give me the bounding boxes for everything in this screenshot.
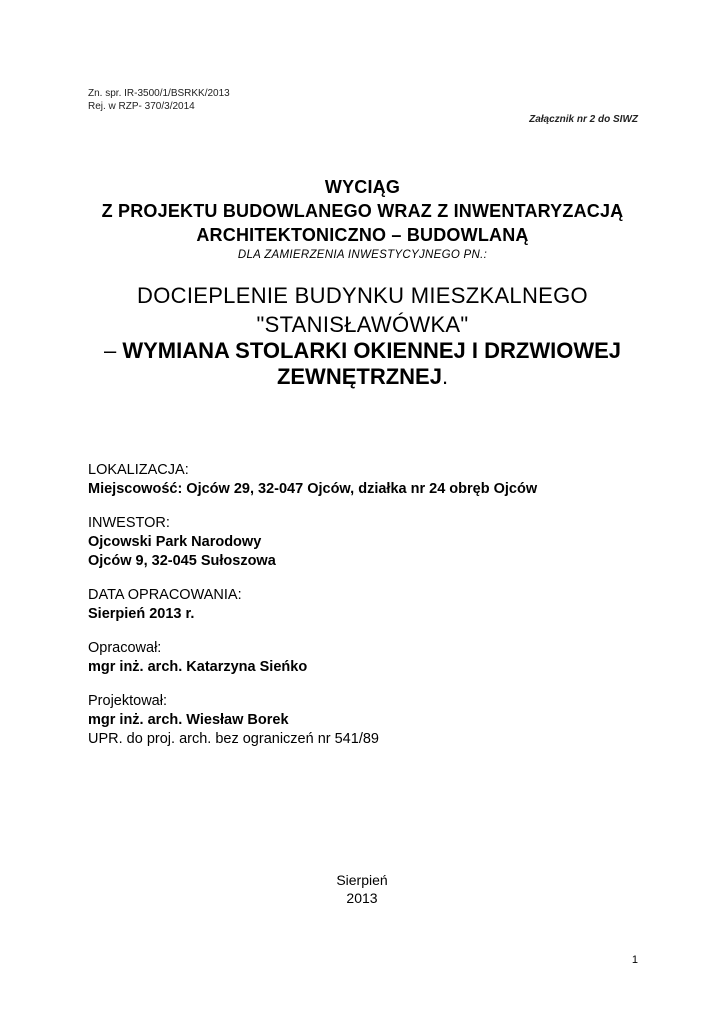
case-reference: Zn. spr. IR-3500/1/BSRKK/2013	[88, 88, 230, 99]
footer-year: 2013	[346, 890, 378, 906]
registry-reference: Rej. w RZP- 370/3/2014	[88, 101, 195, 112]
prepared-value: mgr inż. arch. Katarzyna Sieńko	[88, 659, 308, 675]
designed-value: mgr inż. arch. Wiesław Borek	[88, 712, 289, 728]
page-number: 1	[631, 954, 638, 966]
date-label: DATA OPRACOWANIA:	[88, 587, 242, 603]
investor-name: Ojcowski Park Narodowy	[88, 534, 262, 550]
project-name-line1: DOCIEPLENIE BUDYNKU MIESZKALNEGO	[137, 283, 588, 308]
prepared-label: Opracował:	[88, 640, 162, 656]
document-title: WYCIĄG	[324, 177, 401, 197]
investor-label: INWESTOR:	[88, 515, 170, 531]
designer-license: UPR. do proj. arch. bez ograniczeń nr 541/89	[88, 731, 379, 747]
project-name-line4	[60, 362, 665, 392]
period: .	[441, 364, 449, 389]
project-name-bold-end: ZEWNĘTRZNEJ	[276, 364, 442, 389]
location-label: LOKALIZACJA:	[88, 462, 189, 478]
project-name-line2: "STANISŁAWÓWKA"	[256, 312, 469, 337]
dash: –	[103, 338, 123, 363]
investor-address: Ojców 9, 32-045 Sułoszowa	[88, 553, 276, 569]
footer-month: Sierpień	[336, 872, 388, 888]
document-title-line2: Z PROJEKTU BUDOWLANEGO WRAZ Z INWENTARYZACJĄ	[101, 201, 624, 221]
date-value: Sierpień 2013 r.	[88, 606, 195, 622]
document-subtitle: DLA ZAMIERZENIA INWESTYCYJNEGO PN.:	[237, 249, 488, 261]
attachment-label: Załącznik nr 2 do SIWZ	[529, 114, 638, 125]
designed-label: Projektował:	[88, 693, 167, 709]
location-value: Miejscowość: Ojców 29, 32-047 Ojców, działka nr 24 obręb Ojców	[88, 481, 538, 497]
document-title-line3: ARCHITEKTONICZNO – BUDOWLANĄ	[196, 225, 529, 245]
project-name-bold: WYMIANA STOLARKI OKIENNEJ I DRZWIOWEJ	[122, 338, 622, 363]
